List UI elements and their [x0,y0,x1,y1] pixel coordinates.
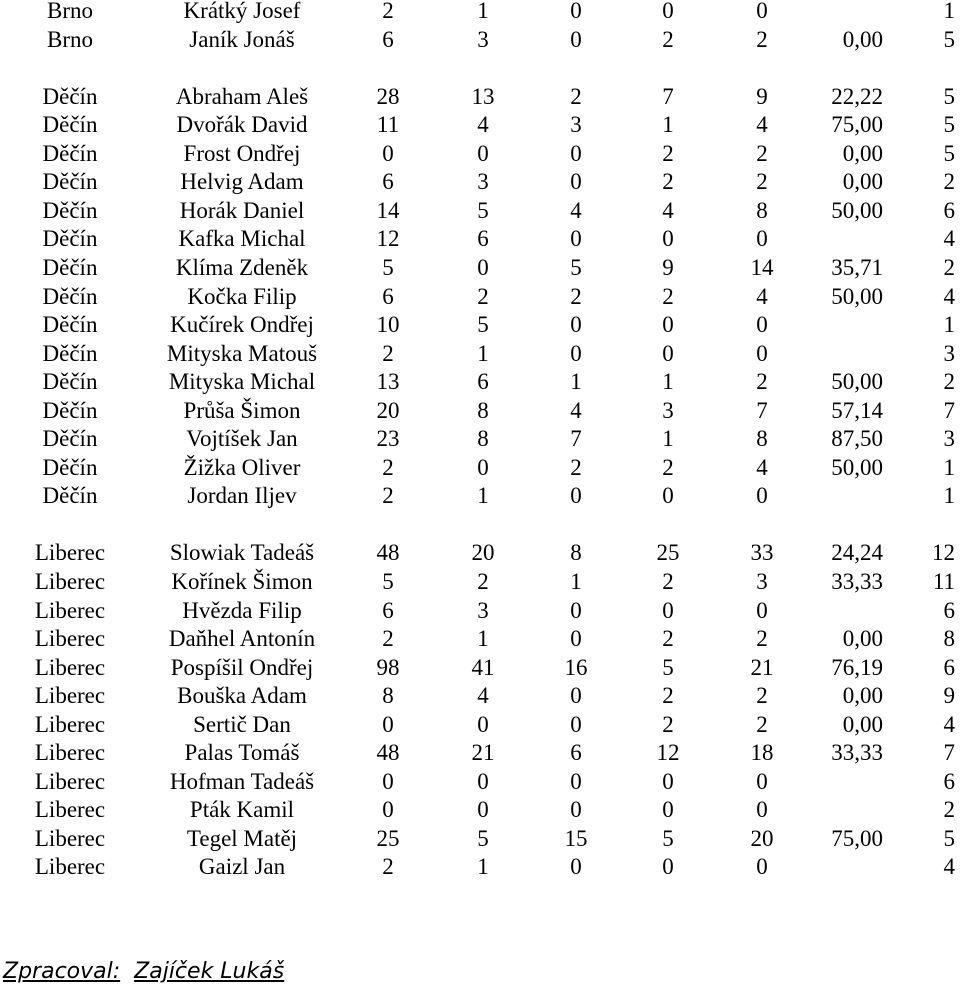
footer-label: Zpracoval: [3,959,121,984]
percent-cell: 22,22 [831,84,883,109]
player-name-cell: Slowiak Tadeáš [169,540,315,565]
stat-cell-1: 25 [376,826,400,851]
stat-cell-1: 13 [376,369,400,394]
stat-cell-3: 4 [570,398,582,423]
stat-cell-5: 21 [750,655,774,680]
stat-cell-1: 2 [382,626,394,651]
stat-cell-2: 20 [471,540,495,565]
club-cell: Liberec [34,569,106,594]
table-row [0,654,960,682]
stat-cell-1: 2 [382,854,394,879]
player-name-cell: Klíma Zdeněk [175,255,309,280]
stat-cell-2: 8 [477,398,489,423]
rank-cell: 6 [943,198,955,223]
stat-cell-4: 2 [662,27,674,52]
stat-cell-3: 0 [570,27,582,52]
player-name-cell: Bouška Adam [177,683,307,708]
stat-cell-4: 2 [662,712,674,737]
stat-cell-5: 0 [756,341,768,366]
stat-cell-4: 2 [662,683,674,708]
stat-cell-5: 2 [756,626,768,651]
percent-cell [790,340,883,368]
club-cell: Děčín [42,426,98,451]
table-row [0,83,960,111]
club-cell: Liberec [34,797,106,822]
stat-cell-5: 0 [756,483,768,508]
stat-cell-5: 7 [756,398,768,423]
stat-cell-3: 5 [570,255,582,280]
stat-cell-1: 48 [376,740,400,765]
club-cell: Liberec [34,598,106,623]
percent-cell: 75,00 [831,826,883,851]
stat-cell-4: 1 [662,369,674,394]
table-row [0,254,960,282]
player-name-cell: Kučírek Ondřej [170,312,314,337]
table-row [0,768,960,796]
stat-cell-1: 6 [382,284,394,309]
player-name-cell: Frost Ondřej [183,141,301,166]
rank-cell: 1 [943,312,955,337]
stat-cell-2: 41 [471,655,495,680]
stat-cell-2: 5 [477,826,489,851]
stat-cell-3: 0 [570,598,582,623]
stat-cell-1: 2 [382,0,394,23]
stat-cell-2: 0 [477,255,489,280]
stat-cell-1: 8 [382,683,394,708]
stat-cell-1: 5 [382,255,394,280]
player-name-cell: Vojtíšek Jan [186,426,298,451]
stat-cell-4: 5 [662,826,674,851]
club-cell: Liberec [34,655,106,680]
table-row [0,539,960,567]
stat-cell-2: 0 [477,141,489,166]
stat-cell-1: 0 [382,769,394,794]
stat-cell-1: 6 [382,27,394,52]
stat-cell-3: 1 [570,569,582,594]
percent-cell: 0,00 [842,683,883,708]
table-row [0,825,960,853]
stat-cell-4: 25 [656,540,680,565]
stat-cell-3: 0 [570,483,582,508]
stat-cell-4: 0 [662,341,674,366]
stat-cell-3: 15 [564,826,588,851]
club-cell: Brno [47,0,93,23]
stat-cell-3: 8 [570,540,582,565]
player-name-cell: Žižka Oliver [183,455,301,480]
club-cell: Liberec [34,626,106,651]
rank-cell: 2 [943,797,955,822]
table-row [0,454,960,482]
stat-cell-3: 0 [570,769,582,794]
player-name-cell: Kočka Filip [187,284,297,309]
percent-cell: 57,14 [831,398,883,423]
player-name-cell: Pospíšil Ondřej [170,655,314,680]
rank-cell: 8 [943,626,955,651]
stat-cell-2: 5 [477,312,489,337]
table-row [0,0,960,25]
table-row [0,625,960,653]
stat-cell-1: 5 [382,569,394,594]
player-name-cell: Hofman Tadeáš [169,769,315,794]
stat-cell-5: 4 [756,455,768,480]
player-name-cell: Janík Jonáš [189,27,295,52]
stat-cell-2: 4 [477,683,489,708]
stat-cell-3: 0 [570,141,582,166]
stat-cell-2: 13 [471,84,495,109]
club-cell: Liberec [34,826,106,851]
stat-cell-5: 0 [756,0,768,23]
player-name-cell: Daňhel Antonín [168,626,316,651]
rank-cell: 5 [943,84,955,109]
stat-cell-5: 2 [756,683,768,708]
percent-cell: 35,71 [831,255,883,280]
stat-cell-1: 28 [376,84,400,109]
stat-cell-1: 2 [382,455,394,480]
percent-cell [790,796,883,824]
stat-cell-4: 1 [662,426,674,451]
club-cell: Děčín [42,169,98,194]
stat-cell-2: 0 [477,455,489,480]
player-name-cell: Tegel Matěj [186,826,298,851]
stat-cell-2: 1 [477,626,489,651]
stat-cell-4: 2 [662,626,674,651]
stat-cell-2: 1 [477,854,489,879]
stat-cell-3: 0 [570,854,582,879]
footer-author: Zajíček Lukáš [134,959,285,984]
stat-cell-1: 20 [376,398,400,423]
stat-cell-1: 98 [376,655,400,680]
player-name-cell: Sertič Dan [193,712,291,737]
stat-cell-1: 2 [382,341,394,366]
stat-cell-4: 2 [662,569,674,594]
stat-cell-2: 1 [477,0,489,23]
percent-cell: 75,00 [831,112,883,137]
rank-cell: 2 [943,369,955,394]
rank-cell: 7 [943,398,955,423]
stat-cell-4: 2 [662,455,674,480]
stat-cell-3: 1 [570,369,582,394]
table-row [0,111,960,139]
player-name-cell: Helvig Adam [180,169,304,194]
stat-cell-3: 3 [570,112,582,137]
stat-cell-5: 4 [756,112,768,137]
table-row [0,397,960,425]
stat-cell-3: 0 [570,312,582,337]
rank-cell: 6 [943,598,955,623]
stat-cell-4: 3 [662,398,674,423]
rank-cell: 2 [943,255,955,280]
stat-cell-4: 2 [662,141,674,166]
rank-cell: 4 [943,712,955,737]
rank-cell: 6 [943,655,955,680]
percent-cell [790,482,883,510]
percent-cell: 24,24 [831,540,883,565]
stat-cell-4: 0 [662,797,674,822]
percent-cell: 50,00 [831,455,883,480]
stat-cell-2: 5 [477,198,489,223]
table-row [0,682,960,710]
club-cell: Děčín [42,398,98,423]
rank-cell: 5 [943,27,955,52]
stat-cell-5: 14 [750,255,774,280]
table-row [0,168,960,196]
rank-cell: 1 [943,483,955,508]
stat-cell-1: 11 [376,112,400,137]
stat-cell-4: 5 [662,655,674,680]
stat-cell-2: 1 [477,483,489,508]
player-name-cell: Gaizl Jan [198,854,286,879]
stat-cell-1: 6 [382,598,394,623]
percent-cell: 33,33 [831,569,883,594]
stat-cell-1: 0 [382,141,394,166]
table-row [0,796,960,824]
percent-cell [790,853,883,881]
player-name-cell: Mityska Matouš [166,341,318,366]
club-cell: Liberec [34,712,106,737]
stat-cell-5: 4 [756,284,768,309]
table-row [0,140,960,168]
table-row [0,225,960,253]
stat-cell-3: 2 [570,284,582,309]
stat-cell-1: 6 [382,169,394,194]
table-row [0,482,960,510]
stat-cell-5: 0 [756,226,768,251]
percent-cell [790,768,883,796]
stat-cell-5: 0 [756,598,768,623]
stat-cell-4: 2 [662,284,674,309]
percent-cell: 50,00 [831,198,883,223]
stat-cell-1: 0 [382,712,394,737]
stat-cell-5: 0 [756,854,768,879]
stat-cell-5: 3 [756,569,768,594]
percent-cell: 0,00 [842,626,883,651]
stat-cell-2: 1 [477,341,489,366]
table-row [0,597,960,625]
stat-cell-1: 2 [382,483,394,508]
stat-cell-4: 0 [662,0,674,23]
rank-cell: 9 [943,683,955,708]
club-cell: Děčín [42,226,98,251]
stat-cell-4: 9 [662,255,674,280]
table-row [0,853,960,881]
percent-cell: 0,00 [842,712,883,737]
percent-cell [790,225,883,253]
stat-cell-1: 48 [376,540,400,565]
stat-cell-1: 10 [376,312,400,337]
club-cell: Brno [47,27,93,52]
percent-cell: 0,00 [842,169,883,194]
table-row [0,197,960,225]
stat-cell-2: 6 [477,226,489,251]
rank-cell: 12 [932,540,955,565]
club-cell: Liberec [34,740,106,765]
club-cell: Děčín [42,198,98,223]
rank-cell: 6 [943,769,955,794]
stat-cell-5: 2 [756,369,768,394]
stat-cell-5: 8 [756,198,768,223]
stat-cell-3: 0 [570,797,582,822]
stat-cell-2: 0 [477,797,489,822]
stat-cell-2: 8 [477,426,489,451]
stat-cell-5: 0 [756,769,768,794]
rank-cell: 5 [943,112,955,137]
club-cell: Děčín [42,112,98,137]
percent-cell: 0,00 [842,141,883,166]
stat-cell-3: 16 [564,655,588,680]
stat-cell-3: 0 [570,683,582,708]
rank-cell: 2 [943,169,955,194]
stat-cell-4: 2 [662,169,674,194]
stat-cell-1: 14 [376,198,400,223]
table-row [0,340,960,368]
percent-cell [790,597,883,625]
stat-cell-4: 7 [662,84,674,109]
club-cell: Liberec [34,854,106,879]
stat-cell-4: 0 [662,312,674,337]
stat-cell-2: 0 [477,769,489,794]
club-cell: Děčín [42,455,98,480]
table-row [0,368,960,396]
rank-cell: 4 [943,226,955,251]
stat-cell-3: 0 [570,626,582,651]
player-name-cell: Dvořák David [176,112,308,137]
percent-cell: 76,19 [831,655,883,680]
player-name-cell: Abraham Aleš [175,84,309,109]
stat-cell-2: 4 [477,112,489,137]
rank-cell: 1 [943,0,955,23]
stat-cell-4: 4 [662,198,674,223]
stat-cell-2: 3 [477,169,489,194]
stat-cell-3: 0 [570,712,582,737]
stat-cell-5: 2 [756,712,768,737]
table-row [0,311,960,339]
player-name-cell: Palas Tomáš [184,740,300,765]
stat-cell-4: 12 [656,740,680,765]
rank-cell: 4 [943,854,955,879]
player-name-cell: Horák Daniel [179,198,305,223]
percent-cell [790,0,883,25]
stat-cell-2: 2 [477,569,489,594]
stat-cell-3: 0 [570,169,582,194]
player-name-cell: Průša Šimon [183,398,301,423]
rank-cell: 5 [943,826,955,851]
stat-cell-3: 7 [570,426,582,451]
stat-cell-5: 8 [756,426,768,451]
stat-cell-5: 18 [750,740,774,765]
player-name-cell: Kafka Michal [178,226,306,251]
club-cell: Děčín [42,84,98,109]
footer [3,957,284,987]
club-cell: Liberec [34,683,106,708]
stat-cell-2: 0 [477,712,489,737]
stat-cell-3: 0 [570,341,582,366]
table-row [0,711,960,739]
player-name-cell: Pták Kamil [189,797,295,822]
stat-cell-4: 0 [662,226,674,251]
stat-cell-1: 23 [376,426,400,451]
stat-cell-4: 0 [662,854,674,879]
player-name-cell: Kořínek Šimon [171,569,313,594]
player-name-cell: Jordan Iljev [187,483,297,508]
table-row [0,283,960,311]
stat-cell-3: 6 [570,740,582,765]
stat-cell-3: 2 [570,84,582,109]
club-cell: Děčín [42,255,98,280]
stat-cell-5: 0 [756,312,768,337]
stat-cell-5: 9 [756,84,768,109]
table-row [0,568,960,596]
stat-cell-1: 0 [382,797,394,822]
club-cell: Děčín [42,312,98,337]
stat-cell-5: 20 [750,826,774,851]
club-cell: Liberec [34,540,106,565]
percent-cell: 87,50 [831,426,883,451]
stat-cell-2: 21 [471,740,495,765]
rank-cell: 4 [943,284,955,309]
club-cell: Liberec [34,769,106,794]
table-row [0,739,960,767]
player-name-cell: Krátký Josef [183,0,301,23]
stat-cell-4: 1 [662,112,674,137]
rank-cell: 5 [943,141,955,166]
player-name-cell: Hvězda Filip [182,598,302,623]
stat-cell-3: 0 [570,226,582,251]
percent-cell: 50,00 [831,284,883,309]
stat-cell-5: 2 [756,141,768,166]
stat-cell-2: 6 [477,369,489,394]
rank-cell: 7 [943,740,955,765]
percent-cell: 0,00 [842,27,883,52]
percent-cell: 33,33 [831,740,883,765]
stat-cell-2: 2 [477,284,489,309]
stat-cell-5: 33 [750,540,774,565]
stat-cell-2: 3 [477,27,489,52]
stat-cell-5: 2 [756,27,768,52]
stat-cell-2: 3 [477,598,489,623]
table-row [0,425,960,453]
stat-cell-5: 0 [756,797,768,822]
percent-cell: 50,00 [831,369,883,394]
stat-cell-1: 12 [376,226,400,251]
stat-cell-3: 0 [570,0,582,23]
club-cell: Děčín [42,341,98,366]
stat-cell-3: 2 [570,455,582,480]
percent-cell [790,311,883,339]
rank-cell: 3 [943,341,955,366]
stat-cell-5: 2 [756,169,768,194]
rank-cell: 1 [943,455,955,480]
club-cell: Děčín [42,141,98,166]
stat-cell-3: 4 [570,198,582,223]
club-cell: Děčín [42,284,98,309]
stat-cell-4: 0 [662,483,674,508]
club-cell: Děčín [42,369,98,394]
table-row [0,26,960,54]
club-cell: Děčín [42,483,98,508]
stat-cell-4: 0 [662,598,674,623]
rank-cell: 11 [932,569,955,594]
stat-cell-4: 0 [662,769,674,794]
player-name-cell: Mityska Michal [168,369,316,394]
rank-cell: 3 [943,426,955,451]
